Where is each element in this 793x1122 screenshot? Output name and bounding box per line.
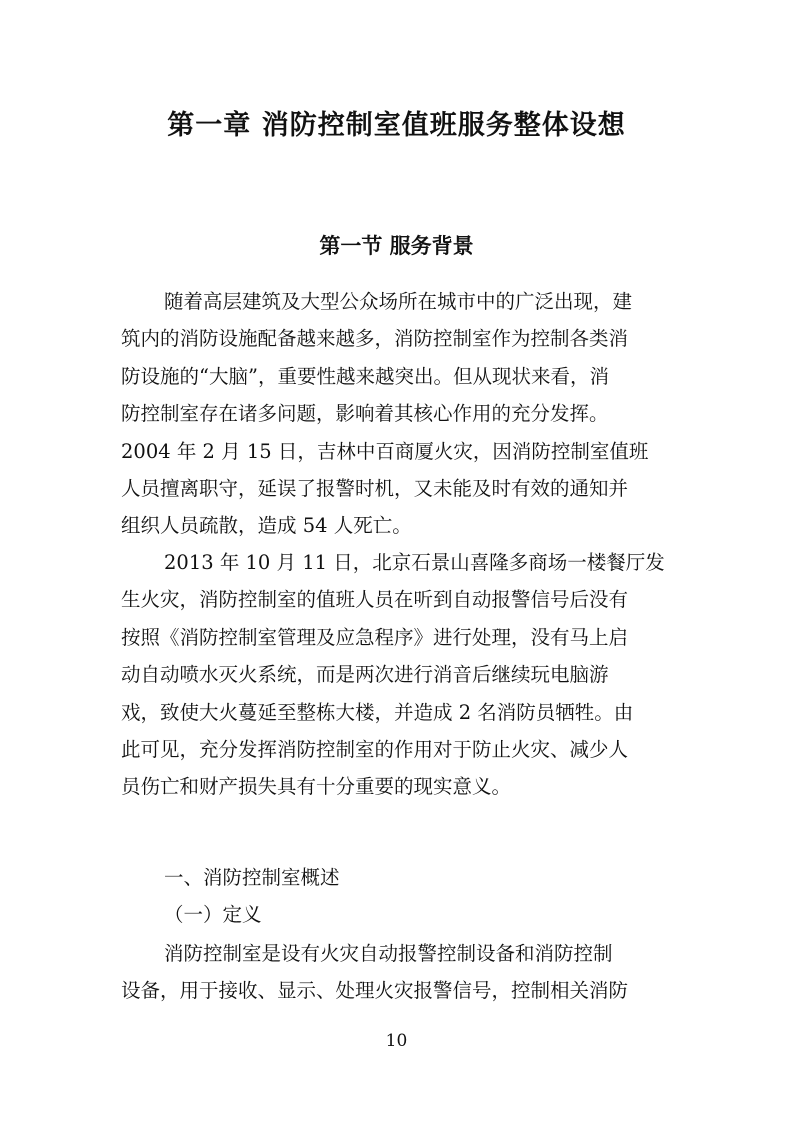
paragraph-line: 组织人员疏散，造成 54 人死亡。: [121, 514, 412, 538]
paragraph-line: 随着高层建筑及大型公众场所在城市中的广泛出现，建: [164, 290, 633, 313]
paragraph-definition: [121, 935, 677, 1010]
paragraph-line: 防设施的“大脑”，重要性越来越突出。但从现状来看，消: [121, 364, 609, 388]
paragraph-line: 此可见，充分发挥消防控制室的作用对于防止火灾、减少人: [121, 738, 629, 762]
section-title: 第一节 服务背景: [319, 234, 474, 258]
paragraph-line: 动自动喷水灭火系统，而是两次进行消音后继续玩电脑游: [121, 663, 609, 687]
chapter-title: 第一章 消防控制室值班服务整体设想: [167, 110, 626, 141]
subheading-definition: （一）定义: [164, 903, 262, 926]
paragraph-background-2: [121, 544, 677, 806]
paragraph-line: 2013 年 10 月 11 日，北京石景山喜隆多商场一楼餐厅发: [164, 551, 665, 574]
paragraph-line: 消防控制室是设有火灾自动报警控制设备和消防控制: [164, 942, 613, 965]
paragraph-line: 2004 年 2 月 15 日，吉林中百商厦火灾，因消防控制室值班: [121, 439, 649, 463]
paragraph-line: 设备，用于接收、显示、处理火灾报警信号，控制相关消防: [121, 979, 629, 1003]
paragraph-line: 防控制室存在诸多问题，影响着其核心作用的充分发挥。: [121, 402, 609, 426]
paragraph-line: 人员擅离职守，延误了报警时机，又未能及时有效的通知并: [121, 477, 629, 501]
subheading-overview: 一、消防控制室概述: [164, 866, 340, 889]
page-number: 10: [385, 1031, 408, 1051]
paragraph-background-1: [121, 283, 677, 545]
paragraph-line: 戏，致使大火蔓延至整栋大楼，并造成 2 名消防员牺牲。由: [121, 700, 634, 724]
paragraph-line: 按照《消防控制室管理及应急程序》进行处理，没有马上启: [121, 625, 629, 649]
paragraph-line: 生火灾，消防控制室的值班人员在听到自动报警信号后没有: [121, 588, 629, 612]
paragraph-line: 员伤亡和财产损失具有十分重要的现实意义。: [121, 775, 512, 799]
paragraph-line: 筑内的消防设施配备越来越多，消防控制室作为控制各类消: [121, 327, 629, 351]
